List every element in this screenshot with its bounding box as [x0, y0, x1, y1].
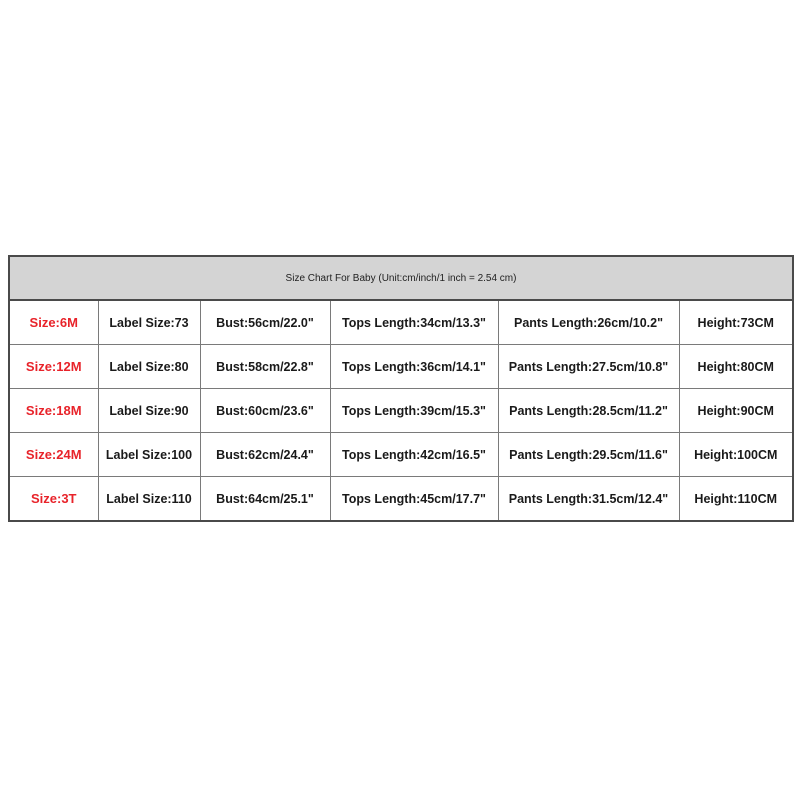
height-cell: Height:100CM	[679, 433, 793, 477]
pants-length-cell: Pants Length:28.5cm/11.2"	[498, 389, 679, 433]
table-row	[9, 345, 793, 389]
bust-cell: Bust:56cm/22.0"	[200, 300, 330, 345]
label-size-cell: Label Size:73	[98, 300, 200, 345]
tops-length-cell: Tops Length:39cm/15.3"	[330, 389, 498, 433]
bust-cell: Bust:60cm/23.6"	[200, 389, 330, 433]
size-cell: Size:18M	[9, 389, 98, 433]
tops-length-cell: Tops Length:34cm/13.3"	[330, 300, 498, 345]
bust-cell: Bust:58cm/22.8"	[200, 345, 330, 389]
pants-length-cell: Pants Length:26cm/10.2"	[498, 300, 679, 345]
size-chart-table	[8, 255, 794, 522]
pants-length-cell: Pants Length:31.5cm/12.4"	[498, 477, 679, 522]
table-row	[9, 433, 793, 477]
pants-length-cell: Pants Length:27.5cm/10.8"	[498, 345, 679, 389]
size-chart-title: Size Chart For Baby (Unit:cm/inch/1 inch = 2.54 cm)	[9, 256, 793, 300]
pants-length-cell: Pants Length:29.5cm/11.6"	[498, 433, 679, 477]
table-row	[9, 389, 793, 433]
height-cell: Height:90CM	[679, 389, 793, 433]
height-cell: Height:73CM	[679, 300, 793, 345]
height-cell: Height:80CM	[679, 345, 793, 389]
size-cell: Size:6M	[9, 300, 98, 345]
size-cell: Size:12M	[9, 345, 98, 389]
label-size-cell: Label Size:100	[98, 433, 200, 477]
label-size-cell: Label Size:110	[98, 477, 200, 522]
bust-cell: Bust:64cm/25.1"	[200, 477, 330, 522]
label-size-cell: Label Size:80	[98, 345, 200, 389]
tops-length-cell: Tops Length:45cm/17.7"	[330, 477, 498, 522]
table-row	[9, 477, 793, 522]
table-row	[9, 300, 793, 345]
size-cell: Size:3T	[9, 477, 98, 522]
tops-length-cell: Tops Length:36cm/14.1"	[330, 345, 498, 389]
bust-cell: Bust:62cm/24.4"	[200, 433, 330, 477]
height-cell: Height:110CM	[679, 477, 793, 522]
label-size-cell: Label Size:90	[98, 389, 200, 433]
table-title-row	[9, 256, 793, 300]
size-cell: Size:24M	[9, 433, 98, 477]
tops-length-cell: Tops Length:42cm/16.5"	[330, 433, 498, 477]
